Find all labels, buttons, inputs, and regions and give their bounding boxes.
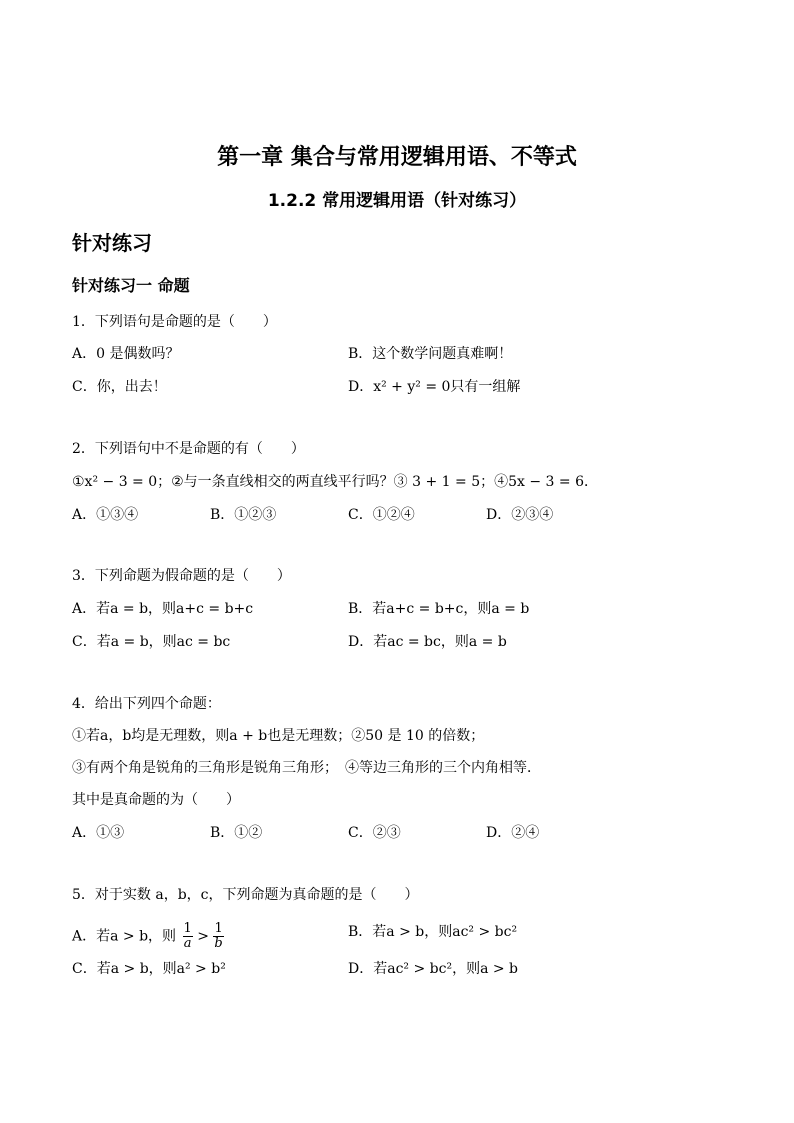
question-3-option-a: A．若a = b，则a+c = b+c [72, 601, 254, 617]
fraction-numerator: 1 [214, 921, 223, 936]
section-heading: 针对练习 [72, 231, 152, 255]
question-5-option-a [72, 922, 224, 951]
fraction-denominator: a [183, 936, 192, 951]
question-1-option-c: C．你，出去！ [72, 379, 167, 395]
question-1-option-b: B．这个数学问题真难啊！ [348, 346, 513, 362]
question-4-option-a: A．①③ [72, 825, 125, 841]
question-2-option-b: B．①②③ [210, 507, 277, 523]
question-4-statements-2: ③有两个角是锐角的三角形是锐角三角形； ④等边三角形的三个内角相等． [72, 760, 541, 776]
question-4-option-b: B．①② [210, 825, 263, 841]
question-2-option-c: C．①②④ [348, 507, 415, 523]
subsection-heading: 针对练习一 命题 [72, 276, 190, 295]
question-5-option-d: D．若ac² > bc²，则a > b [348, 961, 519, 977]
greater-than-sign: > [197, 928, 209, 945]
question-1-stem: 1．下列语句是命题的是（ ） [72, 314, 277, 330]
question-2-option-a: A．①③④ [72, 507, 139, 523]
question-4-prompt: 其中是真命题的为（ ） [72, 792, 240, 808]
question-2-option-d: D．②③④ [486, 507, 554, 523]
question-1-option-d: D．x² + y² = 0只有一组解 [348, 379, 521, 395]
question-5-option-c: C．若a > b，则a² > b² [72, 961, 226, 977]
fraction-numerator: 1 [183, 921, 192, 936]
question-5-stem: 5．对于实数 a，b，c，下列命题为真命题的是（ ） [72, 887, 419, 903]
question-3-option-b: B．若a+c = b+c，则a = b [348, 601, 530, 617]
question-1-option-a: A．0 是偶数吗？ [72, 346, 180, 362]
question-4-option-c: C．②③ [348, 825, 401, 841]
question-3-option-c: C．若a = b，则ac = bc [72, 634, 231, 650]
chapter-title: 第一章 集合与常用逻辑用语、不等式 [217, 145, 577, 170]
question-4-stem: 4．给出下列四个命题： [72, 696, 221, 712]
question-5-option-b: B．若a > b，则ac² > bc² [348, 924, 518, 940]
question-2-stem: 2．下列语句中不是命题的有（ ） [72, 441, 305, 457]
fraction-denominator: b [214, 936, 223, 951]
question-4-statements-1: ①若a，b均是无理数，则a + b也是无理数；②50 是 10 的倍数； [72, 728, 485, 744]
lesson-subtitle: 1.2.2 常用逻辑用语（针对练习） [267, 191, 527, 211]
question-2-statements: ①x² − 3 = 0；②与一条直线相交的两直线平行吗？③ 3 + 1 = 5；④5x − 3 = 6． [72, 474, 598, 490]
fraction-1-over-a [183, 922, 193, 951]
fraction-1-over-b [213, 922, 223, 951]
question-3-option-d: D．若ac = bc，则a = b [348, 634, 507, 650]
question-3-stem: 3．下列命题为假命题的是（ ） [72, 568, 291, 584]
question-5-option-a-prefix: A．若a > b，则 [72, 928, 177, 945]
question-4-option-d: D．②④ [486, 825, 540, 841]
